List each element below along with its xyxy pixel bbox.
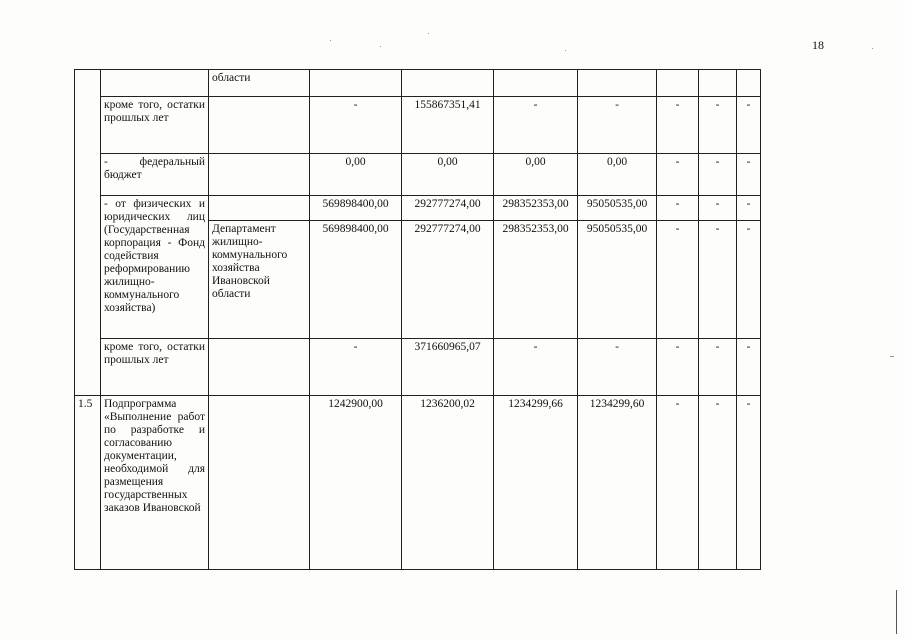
description-cell: - федеральный бюджет — [101, 154, 209, 196]
value-cell: 292777274,00 — [402, 221, 494, 339]
value-cell — [494, 70, 578, 97]
value-cell: - — [699, 154, 737, 196]
value-cell: 298352353,00 — [494, 221, 578, 339]
description-cell: Подпрограмма «Выполнение работ по разработке и согласованию документации, необходимой для размещения государственных заказов Ивановской — [101, 396, 209, 570]
table-row — [75, 154, 761, 196]
value-cell: - — [578, 339, 657, 396]
value-cell: 1234299,66 — [494, 396, 578, 570]
scan-edge-line — [896, 590, 897, 634]
value-cell — [699, 70, 737, 97]
value-cell: 95050535,00 — [578, 221, 657, 339]
value-cell: - — [657, 196, 699, 221]
value-cell — [657, 70, 699, 97]
value-cell: 0,00 — [494, 154, 578, 196]
table-row — [75, 196, 761, 221]
value-cell: - — [699, 97, 737, 154]
scan-speck — [565, 50, 566, 51]
description-cell — [101, 70, 209, 97]
value-cell: - — [310, 97, 402, 154]
row-number-cell — [75, 70, 101, 396]
value-cell: 1236200,02 — [402, 396, 494, 570]
value-cell — [737, 70, 761, 97]
value-cell: 0,00 — [310, 154, 402, 196]
page-number: 18 — [812, 38, 824, 52]
department-cell — [209, 154, 310, 196]
value-cell: - — [657, 154, 699, 196]
department-cell — [209, 196, 310, 221]
value-cell: - — [699, 339, 737, 396]
value-cell: - — [699, 196, 737, 221]
value-cell: - — [494, 339, 578, 396]
scan-speck — [330, 40, 331, 41]
scan-speck — [890, 356, 894, 357]
value-cell: 569898400,00 — [310, 221, 402, 339]
value-cell: - — [699, 396, 737, 570]
value-cell: - — [657, 396, 699, 570]
value-cell: - — [657, 339, 699, 396]
value-cell: - — [737, 97, 761, 154]
scan-speck — [872, 48, 873, 49]
value-cell: - — [737, 396, 761, 570]
value-cell: 569898400,00 — [310, 196, 402, 221]
value-cell — [402, 70, 494, 97]
value-cell: - — [494, 97, 578, 154]
value-cell: - — [737, 221, 761, 339]
table-row — [75, 339, 761, 396]
value-cell: 371660965,07 — [402, 339, 494, 396]
description-cell: кроме того, остатки прошлых лет — [101, 97, 209, 154]
description-cell: - от физических и юридических лиц (Государственная корпорация - Фонд содействия реформированию жилищно-коммунального хозяйства) — [101, 196, 209, 339]
value-cell: - — [578, 97, 657, 154]
department-cell: Департамент жилищно-коммунального хозяйства Ивановской области — [209, 221, 310, 339]
value-cell: 0,00 — [402, 154, 494, 196]
value-cell: 0,00 — [578, 154, 657, 196]
value-cell: 1234299,60 — [578, 396, 657, 570]
description-cell: кроме того, остатки прошлых лет — [101, 339, 209, 396]
budget-table — [74, 69, 761, 570]
value-cell: 155867351,41 — [402, 97, 494, 154]
value-cell: - — [310, 339, 402, 396]
department-cell: области — [209, 70, 310, 97]
row-number-cell: 1.5 — [75, 396, 101, 570]
value-cell: 95050535,00 — [578, 196, 657, 221]
value-cell: - — [699, 221, 737, 339]
value-cell — [310, 70, 402, 97]
table-row — [75, 396, 761, 570]
value-cell: 1242900,00 — [310, 396, 402, 570]
value-cell: 292777274,00 — [402, 196, 494, 221]
department-cell — [209, 97, 310, 154]
value-cell: - — [657, 221, 699, 339]
value-cell — [578, 70, 657, 97]
value-cell: - — [737, 154, 761, 196]
value-cell: - — [657, 97, 699, 154]
department-cell — [209, 396, 310, 570]
department-cell — [209, 339, 310, 396]
table-row — [75, 70, 761, 97]
value-cell: 298352353,00 — [494, 196, 578, 221]
value-cell: - — [737, 339, 761, 396]
scan-speck — [380, 46, 381, 47]
value-cell: - — [737, 196, 761, 221]
scan-speck — [428, 33, 429, 34]
table-row — [75, 97, 761, 154]
